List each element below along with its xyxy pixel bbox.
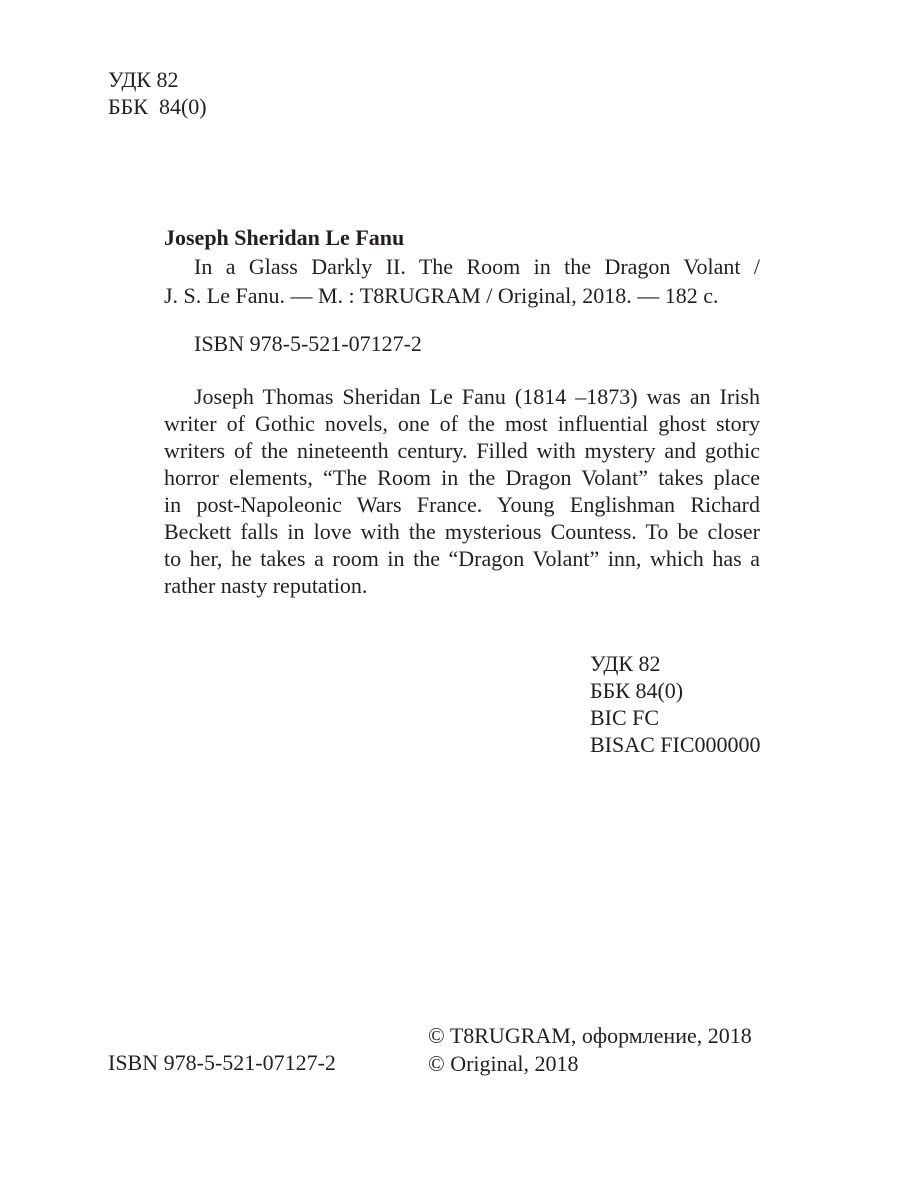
udk-code: УДК 82 (590, 651, 661, 676)
author-heading: Joseph Sheridan Le Fanu (164, 225, 405, 250)
annotation-line: writer of Gothic novels, one of the most influential ghost story (164, 411, 760, 436)
annotation-line: to her, he takes a room in the “Dragon Volant” inn, which has a (164, 546, 760, 571)
classification-codes (590, 650, 761, 758)
annotation-line: horror elements, “The Room in the Dragon Volant” takes place (164, 465, 760, 490)
udk-code: УДК 82 (108, 67, 179, 92)
bbk-code: ББК 84(0) (108, 94, 207, 119)
annotation-paragraph (164, 383, 760, 599)
copyright-notices (428, 1022, 752, 1078)
bbk-code: ББК 84(0) (590, 678, 684, 703)
title-line: J. S. Le Fanu. — M. : T8RUGRAM / Original, 2018. — 182 c. (164, 283, 719, 308)
bisac-code: BISAC FIC000000 (590, 732, 761, 757)
top-classification-codes (108, 66, 207, 120)
title-line: In a Glass Darkly II. The Room in the Dragon Volant / (194, 254, 760, 279)
annotation-line: rather nasty reputation. (164, 573, 368, 598)
annotation-line: Beckett falls in love with the mysterious Countess. To be closer (164, 519, 760, 544)
isbn-record: ISBN 978-5-521-07127-2 (194, 331, 422, 356)
annotation-line: in post-Napoleonic Wars France. Young Englishman Richard (164, 492, 760, 517)
bibliographic-record (164, 224, 760, 310)
annotation-line: Joseph Thomas Sheridan Le Fanu (1814 –1873) was an Irish (194, 384, 760, 409)
copyright-line: © T8RUGRAM, оформление, 2018 (428, 1023, 752, 1048)
copyright-line: © Original, 2018 (428, 1051, 579, 1076)
annotation-line: writers of the nineteenth century. Filled with mystery and gothic (164, 438, 760, 463)
isbn-footer: ISBN 978-5-521-07127-2 (108, 1050, 336, 1075)
bic-code: BIC FC (590, 705, 660, 730)
